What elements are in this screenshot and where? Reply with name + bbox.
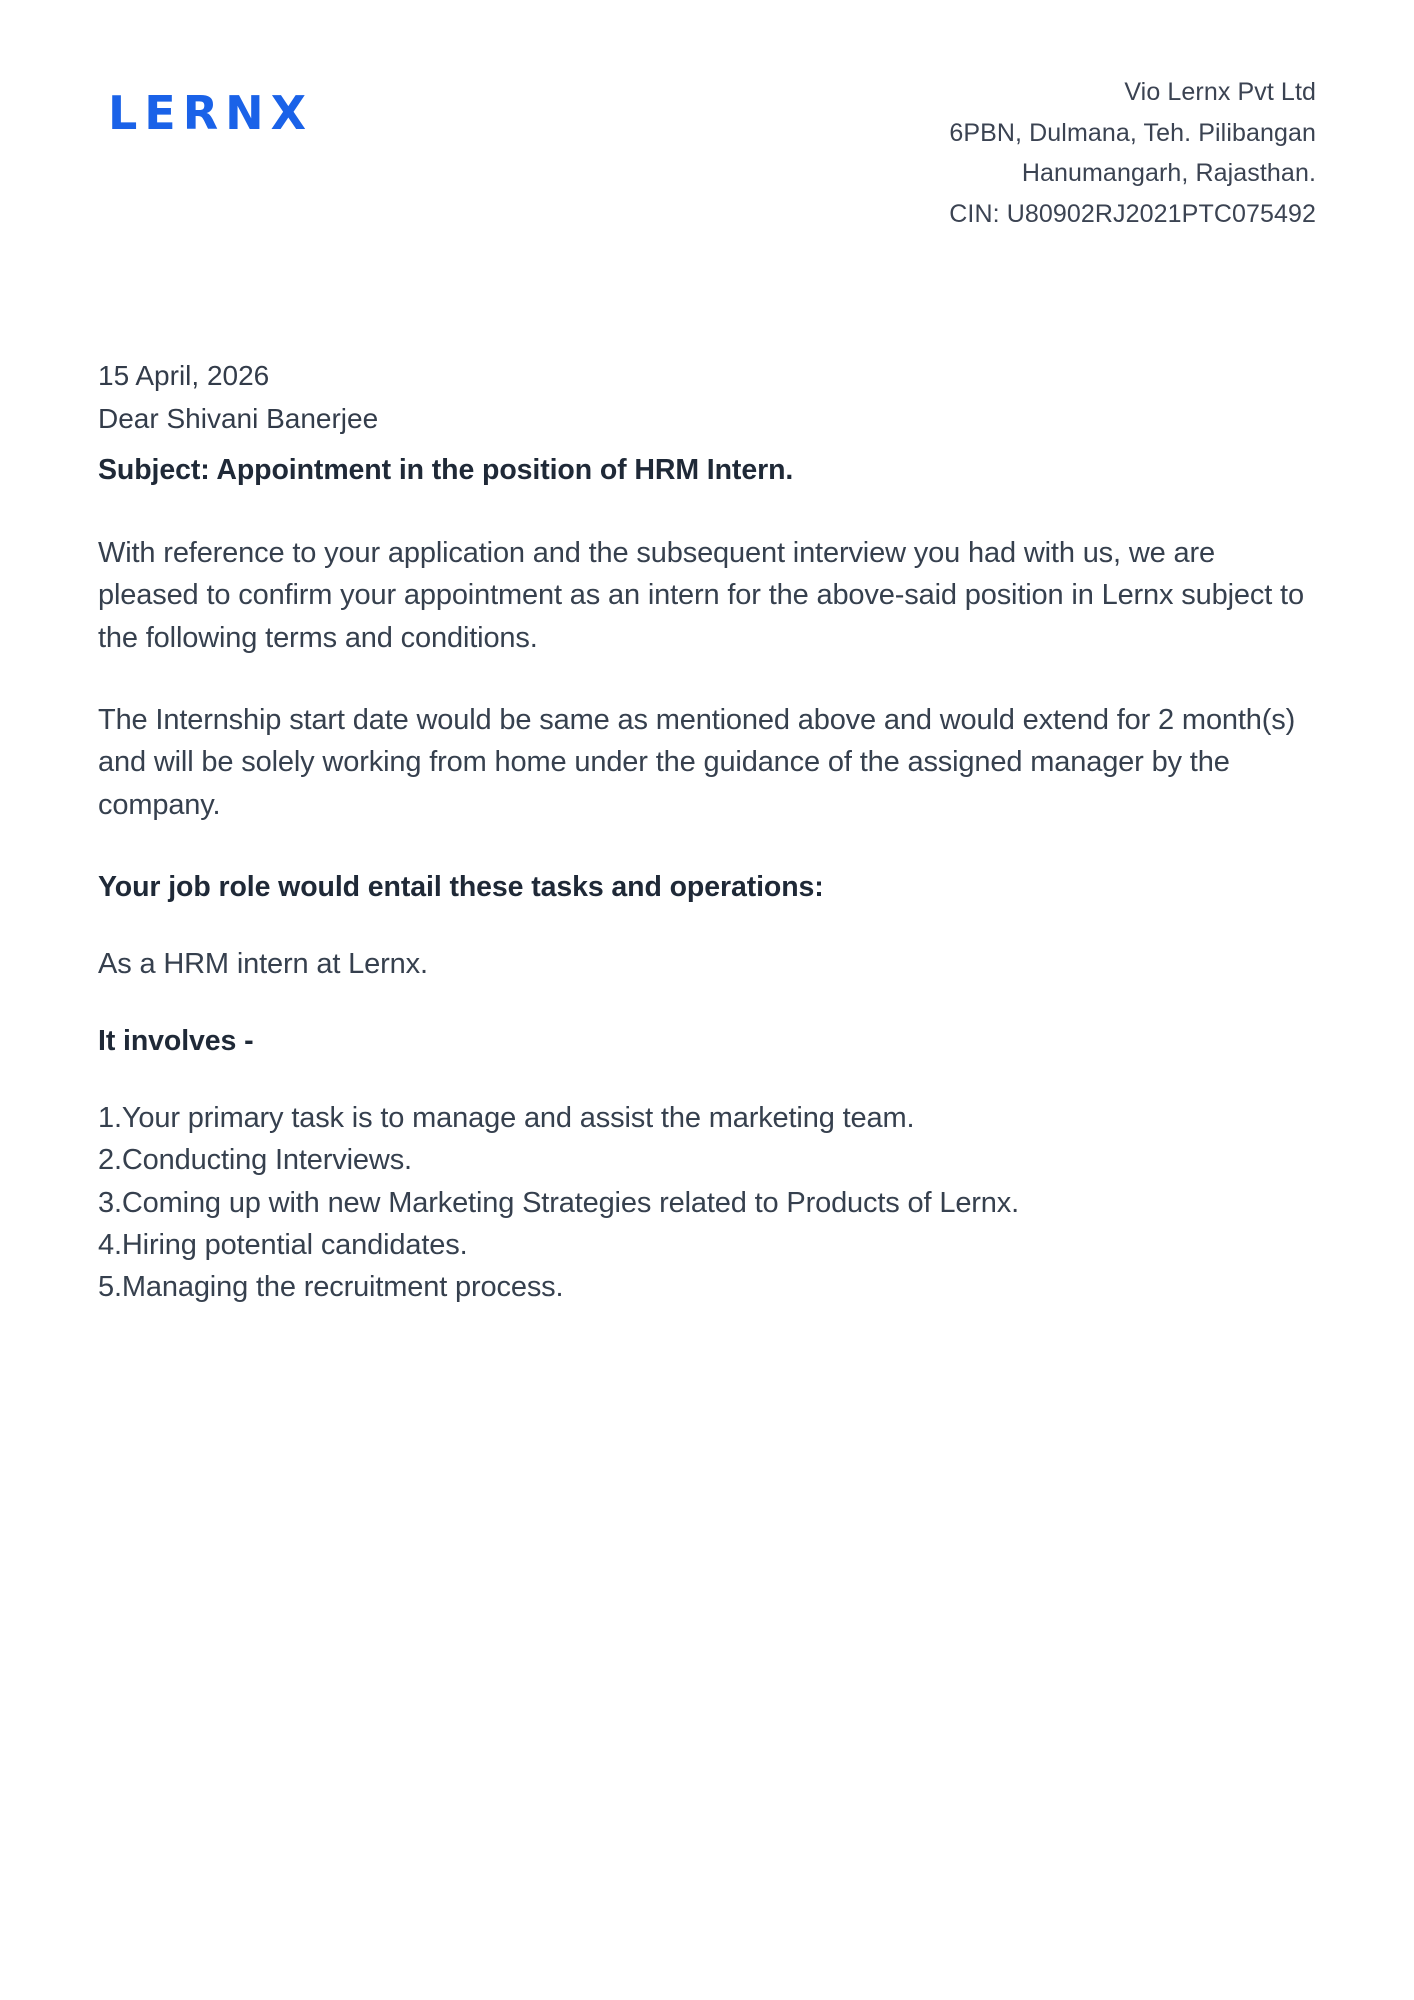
list-item: 2.Conducting Interviews. [98,1144,412,1177]
letter-body [0,354,1414,1309]
spacer [98,986,1314,1020]
company-street: 6PBN, Dulmana, Teh. Pilibangan [949,118,1316,147]
list-item: 5.Managing the recruitment process. [98,1271,564,1304]
letter-date: 15 April, 2026 [98,360,270,391]
letter-salutation: Dear Shivani Banerjee [98,403,379,435]
lernx-logo: LERNX [108,86,314,140]
company-address-block [949,72,1316,234]
spacer [98,659,1314,699]
spacer [98,909,1314,943]
letter-subject: Subject: Appointment in the position of HRM Intern. [98,453,794,486]
role-heading: Your job role would entail these tasks and operations: [98,871,824,904]
intro-paragraph: With reference to your application and the subsequent interview you had with us, we are pleased to confirm your appointment as an intern for the above-said position in Lernx subject to the following terms and conditions. [98,537,1304,654]
spacer [98,1063,1314,1097]
task-list [98,1097,1314,1309]
involves-heading: It involves - [98,1024,254,1057]
list-item: 3.Coming up with new Marketing Strategies related to Products of Lernx. [98,1186,1020,1219]
company-cin: CIN: U80902RJ2021PTC075492 [949,199,1316,228]
company-city: Hanumangarh, Rajasthan. [1021,159,1316,187]
spacer [98,826,1314,866]
spacer [98,492,1314,532]
list-item: 1.Your primary task is to manage and assist the marketing team. [98,1102,915,1135]
letterhead [0,0,1414,234]
list-item: 4.Hiring potential candidates. [98,1229,468,1261]
duration-paragraph: The Internship start date would be same as mentioned above and would extend for 2 month(s) and will be solely working from home under the guidance of the assigned manager by the company. [98,704,1296,821]
role-line: As a HRM intern at Lernx. [98,948,428,981]
company-name: Vio Lernx Pvt Ltd [1124,78,1316,106]
